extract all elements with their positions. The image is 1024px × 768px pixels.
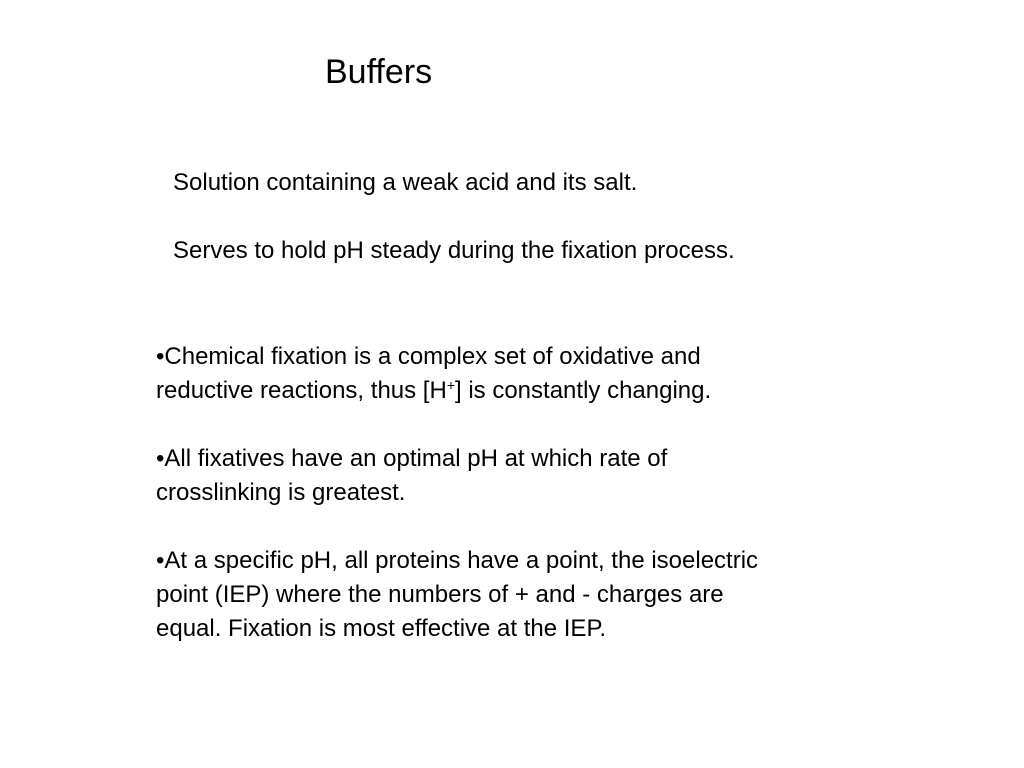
buffer-definition: Solution containing a weak acid and its salt. <box>173 169 638 196</box>
bullet-item <box>156 544 896 646</box>
bullet-line: point (IEP) where the numbers of + and - charges are <box>156 581 724 608</box>
superscript-plus: + <box>446 377 455 393</box>
buffer-purpose: Serves to hold pH steady during the fixation process. <box>173 237 735 264</box>
bullet-line: equal. Fixation is most effective at the IEP. <box>156 615 607 642</box>
bullet-line <box>156 374 896 408</box>
bullet-line: crosslinking is greatest. <box>156 479 406 506</box>
bullet-item <box>156 442 896 510</box>
bullet-text: ] is constantly changing. <box>455 377 712 404</box>
bullet-line: •Chemical fixation is a complex set of oxidative and <box>156 343 701 370</box>
bullet-text: reductive reactions, thus [H <box>156 377 447 404</box>
bullet-line: •All fixatives have an optimal pH at which rate of <box>156 445 668 472</box>
bullet-item <box>156 340 896 408</box>
bullet-list <box>156 340 896 646</box>
bullet-line: •At a specific pH, all proteins have a point, the isoelectric <box>156 547 759 574</box>
slide-title: Buffers <box>325 53 433 91</box>
